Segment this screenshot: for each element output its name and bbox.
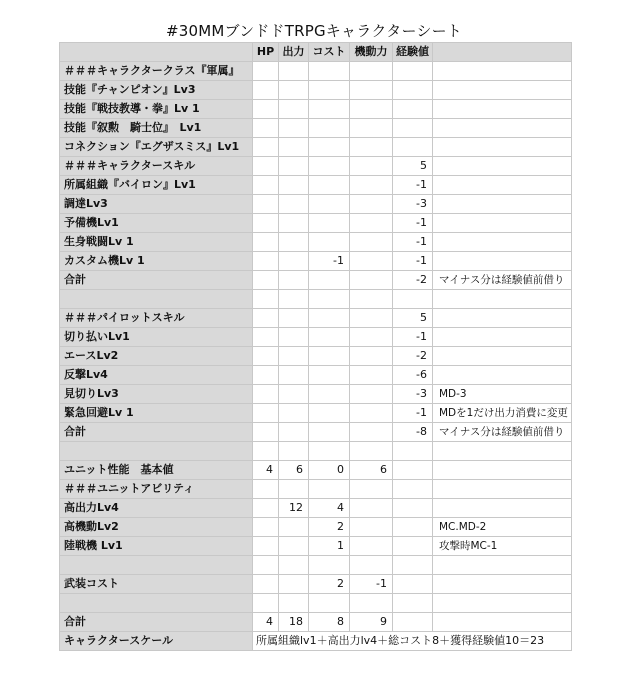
table-row: [60, 347, 572, 366]
table-row: [60, 518, 572, 537]
hp-cell: [253, 385, 279, 404]
hp-cell: 4: [253, 613, 279, 632]
header-cost: コスト: [309, 43, 350, 62]
note-cell: [433, 214, 572, 233]
mobility-cell: [350, 518, 393, 537]
exp-cell: -8: [393, 423, 433, 442]
hp-cell: [253, 271, 279, 290]
note-cell: [433, 594, 572, 613]
output-cell: [279, 176, 309, 195]
hp-cell: [253, 594, 279, 613]
mobility-cell: [350, 385, 393, 404]
output-cell: [279, 385, 309, 404]
table-row: [60, 385, 572, 404]
exp-cell: 5: [393, 309, 433, 328]
table-row: [60, 366, 572, 385]
row-label: 予備機Lv1: [60, 214, 253, 233]
header-note: [433, 43, 572, 62]
exp-cell: [393, 100, 433, 119]
hp-cell: [253, 138, 279, 157]
row-label: 合計: [60, 271, 253, 290]
hp-cell: [253, 195, 279, 214]
output-cell: [279, 442, 309, 461]
mobility-cell: [350, 404, 393, 423]
note-cell: 攻撃時MC-1: [433, 537, 572, 556]
hp-cell: [253, 214, 279, 233]
mobility-cell: [350, 537, 393, 556]
note-cell: [433, 138, 572, 157]
mobility-cell: [350, 366, 393, 385]
exp-cell: -1: [393, 214, 433, 233]
exp-cell: -2: [393, 271, 433, 290]
exp-cell: -1: [393, 176, 433, 195]
exp-cell: [393, 480, 433, 499]
exp-cell: -1: [393, 233, 433, 252]
row-label: カスタム機Lv 1: [60, 252, 253, 271]
cost-cell: [309, 328, 350, 347]
row-label: 高機動Lv2: [60, 518, 253, 537]
scale-label: キャラクタースケール: [60, 632, 253, 651]
row-label: ＃＃＃キャラクタークラス『軍属』: [60, 62, 253, 81]
header-hp: HP: [253, 43, 279, 62]
row-label: 切り払いLv1: [60, 328, 253, 347]
note-cell: [433, 290, 572, 309]
table-row: [60, 537, 572, 556]
row-label: 高出力Lv4: [60, 499, 253, 518]
cost-cell: [309, 195, 350, 214]
mobility-cell: [350, 81, 393, 100]
mobility-cell: [350, 480, 393, 499]
table-row: [60, 309, 572, 328]
note-cell: [433, 613, 572, 632]
row-label: 技能『戦技教導・拳』Lv 1: [60, 100, 253, 119]
mobility-cell: [350, 309, 393, 328]
note-cell: マイナス分は経験値前借り: [433, 271, 572, 290]
table-row: [60, 575, 572, 594]
table-row: [60, 613, 572, 632]
hp-cell: [253, 81, 279, 100]
mobility-cell: [350, 157, 393, 176]
output-cell: [279, 214, 309, 233]
output-cell: [279, 119, 309, 138]
output-cell: [279, 81, 309, 100]
mobility-cell: [350, 347, 393, 366]
mobility-cell: [350, 100, 393, 119]
output-cell: [279, 271, 309, 290]
note-cell: [433, 233, 572, 252]
output-cell: [279, 575, 309, 594]
note-cell: マイナス分は経験値前借り: [433, 423, 572, 442]
exp-cell: [393, 461, 433, 480]
mobility-cell: [350, 442, 393, 461]
exp-cell: -2: [393, 347, 433, 366]
table-row: [60, 81, 572, 100]
hp-cell: [253, 119, 279, 138]
output-cell: [279, 328, 309, 347]
output-cell: [279, 100, 309, 119]
cost-cell: [309, 309, 350, 328]
hp-cell: [253, 328, 279, 347]
header-mobility: 機動力: [350, 43, 393, 62]
mobility-cell: 9: [350, 613, 393, 632]
exp-cell: -3: [393, 385, 433, 404]
row-label: 技能『チャンピオン』Lv3: [60, 81, 253, 100]
output-cell: [279, 233, 309, 252]
cost-cell: [309, 423, 350, 442]
table-row: [60, 214, 572, 233]
row-label: 生身戦闘Lv 1: [60, 233, 253, 252]
output-cell: [279, 347, 309, 366]
hp-cell: 4: [253, 461, 279, 480]
row-label: 合計: [60, 423, 253, 442]
hp-cell: [253, 176, 279, 195]
note-cell: MC.MD-2: [433, 518, 572, 537]
hp-cell: [253, 290, 279, 309]
hp-cell: [253, 442, 279, 461]
cost-cell: [309, 556, 350, 575]
output-cell: [279, 62, 309, 81]
note-cell: [433, 575, 572, 594]
cost-cell: [309, 385, 350, 404]
output-cell: [279, 518, 309, 537]
exp-cell: [393, 138, 433, 157]
hp-cell: [253, 556, 279, 575]
output-cell: 6: [279, 461, 309, 480]
output-cell: [279, 290, 309, 309]
note-cell: [433, 309, 572, 328]
output-cell: 12: [279, 499, 309, 518]
note-cell: [433, 366, 572, 385]
row-label: ＃＃＃パイロットスキル: [60, 309, 253, 328]
table-row: [60, 252, 572, 271]
table-row: [60, 499, 572, 518]
exp-cell: [393, 556, 433, 575]
cost-cell: [309, 442, 350, 461]
exp-cell: [393, 290, 433, 309]
note-cell: [433, 176, 572, 195]
row-label: 武装コスト: [60, 575, 253, 594]
row-label: ＃＃＃ユニットアビリティ: [60, 480, 253, 499]
cost-cell: [309, 480, 350, 499]
table-row: [60, 442, 572, 461]
cost-cell: -1: [309, 252, 350, 271]
table-row: [60, 62, 572, 81]
table-row: [60, 100, 572, 119]
table-row: [60, 423, 572, 442]
cost-cell: [309, 62, 350, 81]
output-cell: [279, 556, 309, 575]
scale-formula: 所属組織lv1＋高出力lv4＋総コスト8＋獲得経験値10＝23: [253, 632, 572, 651]
cost-cell: 0: [309, 461, 350, 480]
output-cell: [279, 138, 309, 157]
cost-cell: 2: [309, 518, 350, 537]
table-row: [60, 271, 572, 290]
hp-cell: [253, 423, 279, 442]
header-row: [60, 43, 572, 62]
hp-cell: [253, 100, 279, 119]
cost-cell: [309, 233, 350, 252]
table-row: [60, 138, 572, 157]
row-label: エースLv2: [60, 347, 253, 366]
header-exp: 経験値: [393, 43, 433, 62]
note-cell: [433, 556, 572, 575]
note-cell: MD-3: [433, 385, 572, 404]
note-cell: [433, 328, 572, 347]
output-cell: [279, 157, 309, 176]
exp-cell: [393, 119, 433, 138]
note-cell: [433, 62, 572, 81]
output-cell: [279, 480, 309, 499]
cost-cell: [309, 157, 350, 176]
row-label: [60, 290, 253, 309]
exp-cell: -1: [393, 252, 433, 271]
mobility-cell: [350, 176, 393, 195]
note-cell: [433, 442, 572, 461]
table-row: [60, 461, 572, 480]
header-output: 出力: [279, 43, 309, 62]
row-label: 技能『叙勲 騎士位』 Lv1: [60, 119, 253, 138]
exp-cell: [393, 499, 433, 518]
exp-cell: [393, 442, 433, 461]
hp-cell: [253, 518, 279, 537]
cost-cell: 2: [309, 575, 350, 594]
exp-cell: 5: [393, 157, 433, 176]
exp-cell: -1: [393, 328, 433, 347]
table-row: [60, 290, 572, 309]
mobility-cell: [350, 195, 393, 214]
cost-cell: [309, 214, 350, 233]
output-cell: [279, 252, 309, 271]
exp-cell: [393, 613, 433, 632]
output-cell: [279, 309, 309, 328]
row-label: 見切りLv3: [60, 385, 253, 404]
hp-cell: [253, 157, 279, 176]
hp-cell: [253, 309, 279, 328]
mobility-cell: [350, 499, 393, 518]
note-cell: [433, 461, 572, 480]
table-row: [60, 556, 572, 575]
exp-cell: [393, 594, 433, 613]
exp-cell: [393, 62, 433, 81]
row-label: 合計: [60, 613, 253, 632]
mobility-cell: [350, 214, 393, 233]
character-sheet-table: [59, 42, 572, 651]
sheet-title: #30MMブンドドTRPGキャラクターシート: [166, 22, 462, 40]
row-label: [60, 594, 253, 613]
mobility-cell: [350, 233, 393, 252]
mobility-cell: [350, 138, 393, 157]
mobility-cell: [350, 423, 393, 442]
cost-cell: [309, 100, 350, 119]
row-label: 所属組織『バイロン』Lv1: [60, 176, 253, 195]
mobility-cell: [350, 328, 393, 347]
note-cell: [433, 195, 572, 214]
cost-cell: [309, 347, 350, 366]
row-label: コネクション『エグザスミス』Lv1: [60, 138, 253, 157]
mobility-cell: [350, 290, 393, 309]
hp-cell: [253, 404, 279, 423]
note-cell: [433, 347, 572, 366]
row-label: 緊急回避Lv 1: [60, 404, 253, 423]
mobility-cell: 6: [350, 461, 393, 480]
mobility-cell: [350, 271, 393, 290]
mobility-cell: [350, 556, 393, 575]
note-cell: [433, 81, 572, 100]
note-cell: [433, 100, 572, 119]
table-row: [60, 157, 572, 176]
hp-cell: [253, 499, 279, 518]
output-cell: 18: [279, 613, 309, 632]
exp-cell: [393, 518, 433, 537]
cost-cell: 4: [309, 499, 350, 518]
output-cell: [279, 195, 309, 214]
cost-cell: 1: [309, 537, 350, 556]
cost-cell: [309, 594, 350, 613]
note-cell: [433, 252, 572, 271]
cost-cell: [309, 290, 350, 309]
table-row: [60, 119, 572, 138]
cost-cell: [309, 176, 350, 195]
cost-cell: [309, 138, 350, 157]
exp-cell: [393, 537, 433, 556]
exp-cell: -3: [393, 195, 433, 214]
table-row: [60, 480, 572, 499]
exp-cell: [393, 81, 433, 100]
output-cell: [279, 537, 309, 556]
output-cell: [279, 423, 309, 442]
note-cell: [433, 157, 572, 176]
hp-cell: [253, 233, 279, 252]
row-label: ＃＃＃キャラクタースキル: [60, 157, 253, 176]
cost-cell: [309, 119, 350, 138]
row-label: ユニット性能 基本値: [60, 461, 253, 480]
hp-cell: [253, 480, 279, 499]
output-cell: [279, 366, 309, 385]
cost-cell: [309, 366, 350, 385]
note-cell: [433, 480, 572, 499]
mobility-cell: [350, 62, 393, 81]
note-cell: MDを1だけ出力消費に変更: [433, 404, 572, 423]
exp-cell: -1: [393, 404, 433, 423]
mobility-cell: [350, 119, 393, 138]
row-label: [60, 442, 253, 461]
mobility-cell: [350, 594, 393, 613]
note-cell: [433, 499, 572, 518]
cost-cell: [309, 81, 350, 100]
cost-cell: [309, 404, 350, 423]
mobility-cell: [350, 252, 393, 271]
exp-cell: -6: [393, 366, 433, 385]
output-cell: [279, 594, 309, 613]
cost-cell: 8: [309, 613, 350, 632]
scale-row: [60, 632, 572, 651]
note-cell: [433, 119, 572, 138]
row-label: 陸戦機 Lv1: [60, 537, 253, 556]
table-row: [60, 233, 572, 252]
header-label-cell: [60, 43, 253, 62]
row-label: 調達Lv3: [60, 195, 253, 214]
hp-cell: [253, 252, 279, 271]
table-row: [60, 328, 572, 347]
row-label: 反撃Lv4: [60, 366, 253, 385]
row-label: [60, 556, 253, 575]
output-cell: [279, 404, 309, 423]
hp-cell: [253, 575, 279, 594]
hp-cell: [253, 537, 279, 556]
table-row: [60, 594, 572, 613]
hp-cell: [253, 62, 279, 81]
hp-cell: [253, 347, 279, 366]
cost-cell: [309, 271, 350, 290]
table-row: [60, 176, 572, 195]
table-row: [60, 404, 572, 423]
table-row: [60, 195, 572, 214]
exp-cell: [393, 575, 433, 594]
hp-cell: [253, 366, 279, 385]
mobility-cell: -1: [350, 575, 393, 594]
